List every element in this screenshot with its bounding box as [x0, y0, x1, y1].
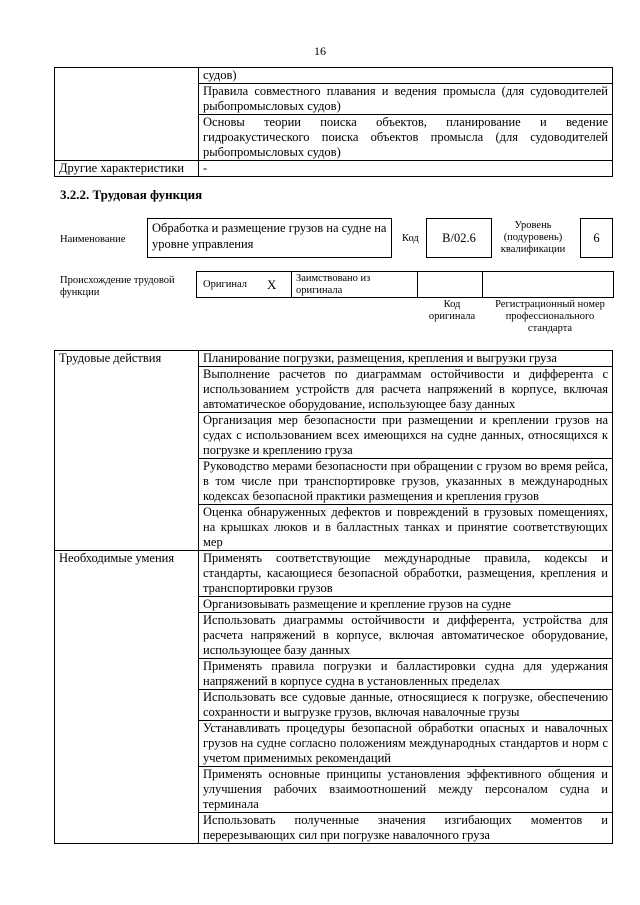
- code-original-label: Код оригинала: [428, 299, 476, 322]
- origin-table: [196, 271, 614, 298]
- skill-item: Использовать полученные значения изгибающих моментов и перерезывающих сил при погрузке навалочного груза: [199, 813, 613, 844]
- main-table: [54, 350, 613, 844]
- skill-item: Устанавливать процедуры безопасной обработки опасных и навалочных грузов на судне согласно положениям международных стандартов и норм с учетом применимых рекомендаций: [199, 721, 613, 767]
- actions-label: Трудовые действия: [55, 351, 199, 551]
- borrowed-label: Заимствовано из оригинала: [296, 273, 371, 296]
- borrowed-cell: [291, 271, 418, 298]
- skill-item: Организовывать размещение и крепление грузов на судне: [199, 597, 613, 613]
- top-table-cell: Основы теории поиска объектов, планирование и ведение гидроакустического поиска объектов промысла (для судоводителей рыбопромысловых судов): [199, 115, 613, 161]
- level-value: 6: [593, 230, 600, 245]
- original-mark: X: [267, 277, 277, 292]
- skill-item: Использовать диаграммы остойчивости и дифферента, устройства для расчета напряжений в корпусе, включая автоматическое оборудование, использующее базу данных: [199, 613, 613, 659]
- top-table-cell: Правила совместного плавания и ведения промысла (для судоводителей рыбопромысловых судов): [199, 84, 613, 115]
- qualification-level-label: Уровень (подуровень) квалификации: [500, 220, 566, 255]
- function-name-text: Обработка и размещение грузов на судне на уровне управления: [152, 221, 387, 251]
- code-value: B/02.6: [442, 230, 476, 245]
- name-label: Наименование: [60, 234, 126, 245]
- top-table-cell: судов): [199, 68, 613, 84]
- code-box: [426, 218, 492, 258]
- function-name-box: [147, 218, 392, 258]
- code-original-cell: [417, 271, 483, 298]
- level-box: [580, 218, 613, 258]
- original-cell: [196, 271, 292, 298]
- origin-label: Происхождение трудовой функции: [60, 275, 175, 298]
- original-label: Оригинал: [203, 279, 247, 290]
- skill-item: Применять правила погрузки и балластировки судна для удержания напряжений в корпусе судна в установленных пределах: [199, 659, 613, 690]
- action-item: Оценка обнаруженных дефектов и повреждений в грузовых помещениях, на крышках люков и в балластных танках и принятие соответствующих мер: [199, 505, 613, 551]
- code-label: Код: [402, 233, 419, 244]
- skill-item: Применять соответствующие международные правила, кодексы и стандарты, касающиеся безопасной обработки, размещения, крепления и транспортировки грузов: [199, 551, 613, 597]
- skill-item: Использовать все судовые данные, относящиеся к погрузке, обеспечению сохранности и выгрузке грузов, включая навалочные грузы: [199, 690, 613, 721]
- top-table: [54, 67, 613, 177]
- action-item: Руководство мерами безопасности при обращении с грузом во время рейса, в том числе при транспортировке грузов, указанных в международных кодексах безопасной практики размещения и крепления грузов: [199, 459, 613, 505]
- skill-item: Применять основные принципы установления эффективного общения и улучшения рабочих взаимоотношений между персоналом судна и терминала: [199, 767, 613, 813]
- section-heading: 3.2.2. Трудовая функция: [60, 187, 203, 202]
- action-item: Выполнение расчетов по диаграммам остойчивости и дифферента с использованием устройств для расчета напряжений в корпусе, включая автоматическое оборудование, использующее базу данных: [199, 367, 613, 413]
- top-table-empty-cell: [55, 68, 199, 161]
- skills-label: Необходимые умения: [55, 551, 199, 844]
- reg-number-cell: [482, 271, 614, 298]
- action-item: Организация мер безопасности при размещении и креплении грузов на судах с использованием всех имеющихся на судне данных, относящихся к погрузке и креплению груза: [199, 413, 613, 459]
- reg-number-label: Регистрационный номер профессионального стандарта: [495, 299, 605, 334]
- action-item: Планирование погрузки, размещения, крепления и выгрузки груза: [199, 351, 613, 367]
- other-characteristics-label: Другие характеристики: [55, 161, 199, 177]
- page-number: 16: [314, 44, 326, 58]
- other-characteristics-value: -: [199, 161, 613, 177]
